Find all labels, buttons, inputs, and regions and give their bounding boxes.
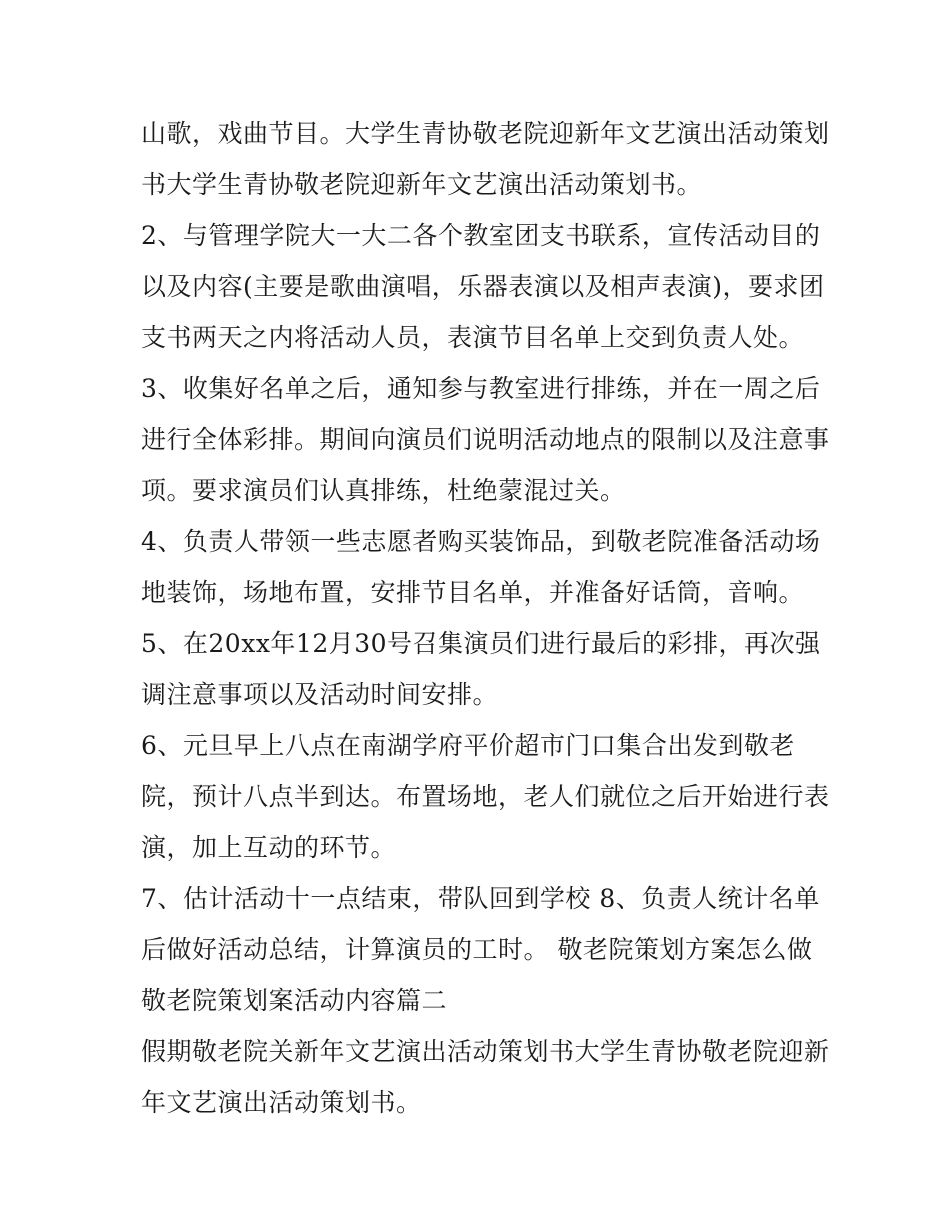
- text-line: 假期敬老院关新年文艺演出活动策划书大学生青协敬老院迎新: [141, 1037, 830, 1066]
- text-line: 4、负责人带领一些志愿者购买装饰品，到敬老院准备活动场: [141, 527, 821, 556]
- text-line: 调注意事项以及活动时间安排。: [141, 680, 499, 709]
- text-line: 年文艺演出活动策划书。: [141, 1088, 422, 1117]
- text-line: 后做好活动总结，计算演员的工时。 敬老院策划方案怎么做: [141, 935, 813, 964]
- text-line: 7、估计活动十一点结束，带队回到学校 8、负责人统计名单: [141, 884, 820, 913]
- text-line: 2、与管理学院大一大二各个教室团支书联系，宣传活动目的: [141, 221, 821, 250]
- text-line: 院，预计八点半到达。布置场地，老人们就位之后开始进行表: [141, 782, 830, 811]
- text-line: 3、收集好名单之后，通知参与教室进行排练，并在一周之后: [141, 374, 821, 403]
- text-line: 山歌，戏曲节目。大学生青协敬老院迎新年文艺演出活动策划: [141, 119, 830, 148]
- text-line: 书大学生青协敬老院迎新年文艺演出活动策划书。: [141, 170, 703, 199]
- text-line: 演，加上互动的环节。: [141, 833, 397, 862]
- text-line: 进行全体彩排。期间向演员们说明活动地点的限制以及注意事: [141, 425, 830, 454]
- text-line: 地装饰，场地布置，安排节目名单，并准备好话筒，音响。: [141, 578, 805, 607]
- text-line: 支书两天之内将活动人员，表演节目名单上交到负责人处。: [141, 323, 805, 352]
- text-line: 5、在20xx年12月30号召集演员们进行最后的彩排，再次强: [141, 629, 821, 658]
- document-body: [141, 108, 830, 1128]
- text-line: 项。要求演员们认真排练，杜绝蒙混过关。: [141, 476, 626, 505]
- text-line: 6、元旦早上八点在南湖学府平价超市门口集合出发到敬老: [141, 731, 795, 760]
- text-line: 以及内容(主要是歌曲演唱，乐器表演以及相声表演)，要求团: [141, 272, 825, 301]
- section-heading: 敬老院策划案活动内容篇二: [141, 986, 448, 1015]
